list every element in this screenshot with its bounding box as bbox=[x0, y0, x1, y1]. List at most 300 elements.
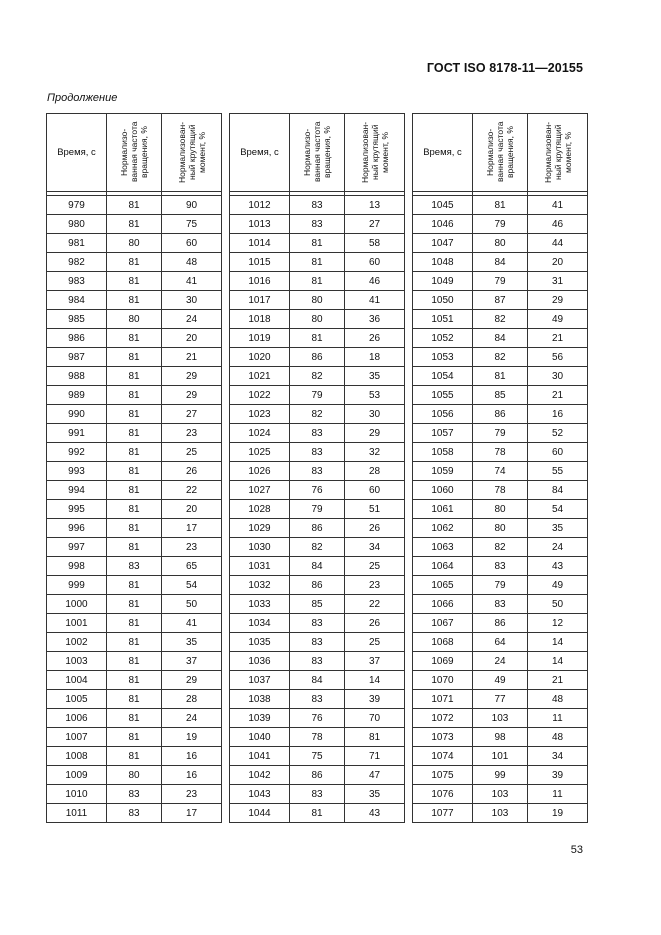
cell-speed: 76 bbox=[290, 709, 345, 728]
table-row bbox=[47, 633, 222, 652]
cell-torque: 55 bbox=[528, 462, 588, 481]
cell-torque: 37 bbox=[345, 652, 405, 671]
header-torque bbox=[528, 114, 588, 192]
cell-speed: 84 bbox=[290, 671, 345, 690]
cell-time: 992 bbox=[47, 443, 107, 462]
table-row bbox=[47, 443, 222, 462]
table-row bbox=[230, 367, 405, 386]
table-row bbox=[47, 519, 222, 538]
table-row bbox=[47, 557, 222, 576]
cell-speed: 80 bbox=[473, 234, 528, 253]
cell-torque: 43 bbox=[528, 557, 588, 576]
cell-time: 1053 bbox=[413, 348, 473, 367]
cell-time: 1070 bbox=[413, 671, 473, 690]
cell-time: 1074 bbox=[413, 747, 473, 766]
cell-speed: 81 bbox=[107, 367, 162, 386]
cell-time: 989 bbox=[47, 386, 107, 405]
cell-torque: 11 bbox=[528, 785, 588, 804]
cell-speed: 81 bbox=[107, 348, 162, 367]
cell-time: 1065 bbox=[413, 576, 473, 595]
cell-speed: 101 bbox=[473, 747, 528, 766]
table-row bbox=[230, 671, 405, 690]
cell-time: 1002 bbox=[47, 633, 107, 652]
cell-torque: 48 bbox=[528, 690, 588, 709]
cell-torque: 20 bbox=[162, 500, 222, 519]
cell-time: 1032 bbox=[230, 576, 290, 595]
table-row bbox=[47, 462, 222, 481]
cell-torque: 32 bbox=[345, 443, 405, 462]
cell-torque: 28 bbox=[162, 690, 222, 709]
cell-time: 1076 bbox=[413, 785, 473, 804]
cell-torque: 34 bbox=[345, 538, 405, 557]
cell-time: 1016 bbox=[230, 272, 290, 291]
cell-speed: 84 bbox=[473, 329, 528, 348]
cell-time: 980 bbox=[47, 215, 107, 234]
table-row bbox=[413, 348, 588, 367]
cell-torque: 23 bbox=[162, 785, 222, 804]
cell-torque: 90 bbox=[162, 196, 222, 215]
table-row bbox=[413, 652, 588, 671]
cell-torque: 26 bbox=[162, 462, 222, 481]
cell-torque: 65 bbox=[162, 557, 222, 576]
cell-speed: 86 bbox=[473, 614, 528, 633]
cell-torque: 29 bbox=[162, 367, 222, 386]
table-row bbox=[413, 785, 588, 804]
cell-torque: 28 bbox=[345, 462, 405, 481]
cell-speed: 81 bbox=[107, 576, 162, 595]
cell-speed: 81 bbox=[107, 386, 162, 405]
table-row bbox=[413, 253, 588, 272]
table-row bbox=[47, 671, 222, 690]
cell-time: 983 bbox=[47, 272, 107, 291]
table-row bbox=[230, 690, 405, 709]
cell-torque: 27 bbox=[162, 405, 222, 424]
table-row bbox=[47, 709, 222, 728]
table-row bbox=[230, 538, 405, 557]
cell-torque: 75 bbox=[162, 215, 222, 234]
cell-time: 1056 bbox=[413, 405, 473, 424]
cell-torque: 36 bbox=[345, 310, 405, 329]
cell-time: 1034 bbox=[230, 614, 290, 633]
cell-speed: 83 bbox=[290, 652, 345, 671]
cell-speed: 81 bbox=[107, 291, 162, 310]
table-row bbox=[413, 443, 588, 462]
cell-time: 1063 bbox=[413, 538, 473, 557]
table-row bbox=[47, 291, 222, 310]
page-number: 53 bbox=[570, 844, 583, 856]
cell-time: 1057 bbox=[413, 424, 473, 443]
cell-torque: 20 bbox=[162, 329, 222, 348]
cell-speed: 81 bbox=[290, 804, 345, 823]
cell-speed: 81 bbox=[107, 253, 162, 272]
header-speed-text: Нормализо-ванная частота вращения, % bbox=[302, 121, 332, 182]
cell-torque: 29 bbox=[345, 424, 405, 443]
cell-speed: 84 bbox=[290, 557, 345, 576]
table-row bbox=[230, 633, 405, 652]
table-row bbox=[47, 310, 222, 329]
cell-torque: 46 bbox=[345, 272, 405, 291]
cell-speed: 99 bbox=[473, 766, 528, 785]
cell-speed: 103 bbox=[473, 804, 528, 823]
cell-torque: 37 bbox=[162, 652, 222, 671]
cell-speed: 24 bbox=[473, 652, 528, 671]
table-row bbox=[47, 747, 222, 766]
cell-speed: 81 bbox=[473, 367, 528, 386]
table-row bbox=[413, 557, 588, 576]
cell-time: 995 bbox=[47, 500, 107, 519]
cell-torque: 21 bbox=[528, 671, 588, 690]
cell-speed: 81 bbox=[107, 747, 162, 766]
table-row bbox=[47, 424, 222, 443]
cell-time: 1059 bbox=[413, 462, 473, 481]
cell-time: 998 bbox=[47, 557, 107, 576]
table-row bbox=[47, 766, 222, 785]
cell-torque: 27 bbox=[345, 215, 405, 234]
cell-torque: 46 bbox=[528, 215, 588, 234]
cell-time: 1029 bbox=[230, 519, 290, 538]
cell-time: 1067 bbox=[413, 614, 473, 633]
table-row bbox=[413, 196, 588, 215]
cell-speed: 80 bbox=[107, 234, 162, 253]
cell-torque: 18 bbox=[345, 348, 405, 367]
cell-speed: 76 bbox=[290, 481, 345, 500]
table-row bbox=[413, 367, 588, 386]
cell-torque: 16 bbox=[162, 747, 222, 766]
cell-speed: 79 bbox=[473, 215, 528, 234]
cell-torque: 25 bbox=[345, 633, 405, 652]
table-row bbox=[47, 367, 222, 386]
cell-speed: 83 bbox=[290, 690, 345, 709]
cell-speed: 83 bbox=[290, 785, 345, 804]
table-row bbox=[413, 424, 588, 443]
cell-speed: 82 bbox=[290, 405, 345, 424]
cell-time: 993 bbox=[47, 462, 107, 481]
table-row bbox=[230, 348, 405, 367]
cell-speed: 79 bbox=[473, 272, 528, 291]
cell-time: 1000 bbox=[47, 595, 107, 614]
cell-time: 1052 bbox=[413, 329, 473, 348]
cell-time: 1050 bbox=[413, 291, 473, 310]
cell-time: 988 bbox=[47, 367, 107, 386]
cell-time: 1017 bbox=[230, 291, 290, 310]
cell-speed: 82 bbox=[290, 538, 345, 557]
table-row bbox=[47, 652, 222, 671]
cell-speed: 83 bbox=[290, 633, 345, 652]
cell-speed: 81 bbox=[107, 329, 162, 348]
continuation-label: Продолжение bbox=[47, 92, 118, 104]
cell-time: 1069 bbox=[413, 652, 473, 671]
cell-speed: 77 bbox=[473, 690, 528, 709]
cell-speed: 82 bbox=[473, 538, 528, 557]
cell-torque: 41 bbox=[162, 272, 222, 291]
cell-time: 1060 bbox=[413, 481, 473, 500]
table-row bbox=[230, 519, 405, 538]
header-speed-text: Нормализо-ванная частота вращения, % bbox=[119, 121, 149, 182]
cell-torque: 29 bbox=[162, 386, 222, 405]
cell-torque: 24 bbox=[162, 310, 222, 329]
cell-time: 1036 bbox=[230, 652, 290, 671]
cell-time: 1047 bbox=[413, 234, 473, 253]
table-row bbox=[47, 386, 222, 405]
cell-torque: 39 bbox=[528, 766, 588, 785]
cell-torque: 49 bbox=[528, 310, 588, 329]
cell-speed: 79 bbox=[473, 576, 528, 595]
cell-torque: 30 bbox=[345, 405, 405, 424]
header-time: Время, с bbox=[230, 114, 290, 192]
table-row bbox=[413, 234, 588, 253]
cell-time: 991 bbox=[47, 424, 107, 443]
cell-torque: 24 bbox=[162, 709, 222, 728]
cell-time: 979 bbox=[47, 196, 107, 215]
cell-torque: 16 bbox=[162, 766, 222, 785]
cell-time: 1066 bbox=[413, 595, 473, 614]
cell-torque: 29 bbox=[162, 671, 222, 690]
cell-torque: 54 bbox=[162, 576, 222, 595]
table-row bbox=[47, 196, 222, 215]
cell-time: 1051 bbox=[413, 310, 473, 329]
table-row bbox=[230, 462, 405, 481]
header-torque-text: Нормализован-ный крутящий момент, % bbox=[542, 120, 573, 183]
cell-speed: 86 bbox=[290, 766, 345, 785]
cell-torque: 35 bbox=[345, 785, 405, 804]
cell-torque: 60 bbox=[162, 234, 222, 253]
table-row bbox=[230, 709, 405, 728]
cell-speed: 81 bbox=[107, 538, 162, 557]
cell-speed: 81 bbox=[107, 633, 162, 652]
cell-time: 1019 bbox=[230, 329, 290, 348]
table-row bbox=[47, 329, 222, 348]
cell-torque: 56 bbox=[528, 348, 588, 367]
cell-torque: 35 bbox=[345, 367, 405, 386]
cell-torque: 47 bbox=[345, 766, 405, 785]
cell-torque: 23 bbox=[345, 576, 405, 595]
cell-speed: 75 bbox=[290, 747, 345, 766]
table-row bbox=[413, 329, 588, 348]
cell-time: 1014 bbox=[230, 234, 290, 253]
header-torque bbox=[345, 114, 405, 192]
cell-torque: 19 bbox=[528, 804, 588, 823]
cell-torque: 41 bbox=[345, 291, 405, 310]
cell-speed: 86 bbox=[290, 348, 345, 367]
cell-speed: 81 bbox=[107, 709, 162, 728]
cell-speed: 86 bbox=[290, 576, 345, 595]
table-row bbox=[230, 576, 405, 595]
cell-time: 1015 bbox=[230, 253, 290, 272]
cell-speed: 87 bbox=[473, 291, 528, 310]
table-row bbox=[230, 234, 405, 253]
table-row bbox=[413, 500, 588, 519]
cell-time: 1023 bbox=[230, 405, 290, 424]
cell-time: 1042 bbox=[230, 766, 290, 785]
cell-speed: 81 bbox=[107, 614, 162, 633]
cell-speed: 80 bbox=[290, 291, 345, 310]
table-row bbox=[230, 614, 405, 633]
document-header: ГОСТ ISO 8178-11—20155 bbox=[426, 61, 583, 75]
table-row bbox=[413, 595, 588, 614]
table-row bbox=[230, 272, 405, 291]
cell-torque: 20 bbox=[528, 253, 588, 272]
table-row bbox=[413, 462, 588, 481]
cell-speed: 78 bbox=[473, 481, 528, 500]
cell-torque: 11 bbox=[528, 709, 588, 728]
cell-speed: 81 bbox=[107, 272, 162, 291]
cell-torque: 31 bbox=[528, 272, 588, 291]
cell-torque: 19 bbox=[162, 728, 222, 747]
cell-speed: 81 bbox=[107, 500, 162, 519]
cell-torque: 41 bbox=[528, 196, 588, 215]
cell-time: 1013 bbox=[230, 215, 290, 234]
cell-time: 1054 bbox=[413, 367, 473, 386]
cell-speed: 82 bbox=[473, 348, 528, 367]
data-table-2 bbox=[229, 113, 405, 823]
cell-torque: 23 bbox=[162, 424, 222, 443]
cell-torque: 30 bbox=[162, 291, 222, 310]
cell-torque: 60 bbox=[345, 481, 405, 500]
cell-time: 1024 bbox=[230, 424, 290, 443]
cell-speed: 103 bbox=[473, 785, 528, 804]
cell-time: 1011 bbox=[47, 804, 107, 823]
cell-torque: 12 bbox=[528, 614, 588, 633]
cell-speed: 83 bbox=[290, 443, 345, 462]
table-row bbox=[230, 652, 405, 671]
header-speed bbox=[290, 114, 345, 192]
cell-speed: 81 bbox=[107, 652, 162, 671]
cell-time: 987 bbox=[47, 348, 107, 367]
table-row bbox=[230, 215, 405, 234]
cell-torque: 81 bbox=[345, 728, 405, 747]
cell-torque: 13 bbox=[345, 196, 405, 215]
table-row bbox=[47, 405, 222, 424]
cell-speed: 83 bbox=[473, 595, 528, 614]
header-speed bbox=[473, 114, 528, 192]
cell-speed: 83 bbox=[290, 614, 345, 633]
cell-torque: 23 bbox=[162, 538, 222, 557]
cell-time: 1033 bbox=[230, 595, 290, 614]
header-torque-text: Нормализован-ный крутящий момент, % bbox=[176, 120, 207, 183]
table-row bbox=[413, 747, 588, 766]
cell-time: 1064 bbox=[413, 557, 473, 576]
header-torque-text: Нормализован-ный крутящий момент, % bbox=[359, 120, 390, 183]
cell-speed: 81 bbox=[107, 196, 162, 215]
table-row bbox=[413, 481, 588, 500]
cell-time: 1008 bbox=[47, 747, 107, 766]
cell-time: 1061 bbox=[413, 500, 473, 519]
cell-speed: 85 bbox=[473, 386, 528, 405]
cell-time: 1006 bbox=[47, 709, 107, 728]
cell-time: 1004 bbox=[47, 671, 107, 690]
table-row bbox=[230, 481, 405, 500]
cell-speed: 83 bbox=[290, 196, 345, 215]
cell-speed: 81 bbox=[107, 405, 162, 424]
cell-time: 1027 bbox=[230, 481, 290, 500]
cell-speed: 81 bbox=[107, 690, 162, 709]
cell-time: 1018 bbox=[230, 310, 290, 329]
cell-torque: 54 bbox=[528, 500, 588, 519]
cell-time: 1073 bbox=[413, 728, 473, 747]
cell-speed: 83 bbox=[473, 557, 528, 576]
table-row bbox=[47, 481, 222, 500]
cell-torque: 14 bbox=[528, 633, 588, 652]
table-row bbox=[230, 804, 405, 823]
cell-time: 1010 bbox=[47, 785, 107, 804]
cell-speed: 81 bbox=[290, 234, 345, 253]
cell-speed: 80 bbox=[107, 766, 162, 785]
table-header-row bbox=[47, 114, 222, 192]
cell-time: 994 bbox=[47, 481, 107, 500]
cell-speed: 78 bbox=[473, 443, 528, 462]
cell-speed: 81 bbox=[107, 424, 162, 443]
cell-speed: 86 bbox=[290, 519, 345, 538]
cell-torque: 52 bbox=[528, 424, 588, 443]
table-row bbox=[230, 500, 405, 519]
cell-time: 1043 bbox=[230, 785, 290, 804]
table-row bbox=[230, 747, 405, 766]
cell-torque: 14 bbox=[528, 652, 588, 671]
table-body bbox=[413, 192, 588, 823]
cell-speed: 84 bbox=[473, 253, 528, 272]
cell-speed: 80 bbox=[473, 519, 528, 538]
cell-speed: 103 bbox=[473, 709, 528, 728]
cell-torque: 24 bbox=[528, 538, 588, 557]
table-row bbox=[47, 576, 222, 595]
cell-time: 1028 bbox=[230, 500, 290, 519]
table-row bbox=[413, 386, 588, 405]
cell-time: 1012 bbox=[230, 196, 290, 215]
cell-time: 1021 bbox=[230, 367, 290, 386]
table-row bbox=[230, 728, 405, 747]
cell-time: 1071 bbox=[413, 690, 473, 709]
cell-torque: 84 bbox=[528, 481, 588, 500]
cell-torque: 60 bbox=[528, 443, 588, 462]
table-row bbox=[47, 272, 222, 291]
cell-speed: 86 bbox=[473, 405, 528, 424]
tables-container bbox=[46, 113, 588, 823]
cell-torque: 50 bbox=[162, 595, 222, 614]
cell-time: 997 bbox=[47, 538, 107, 557]
cell-speed: 82 bbox=[290, 367, 345, 386]
cell-torque: 48 bbox=[528, 728, 588, 747]
cell-time: 984 bbox=[47, 291, 107, 310]
table-row bbox=[413, 405, 588, 424]
cell-speed: 81 bbox=[107, 671, 162, 690]
cell-time: 1022 bbox=[230, 386, 290, 405]
cell-torque: 48 bbox=[162, 253, 222, 272]
cell-time: 1035 bbox=[230, 633, 290, 652]
table-row bbox=[413, 272, 588, 291]
table-row bbox=[47, 253, 222, 272]
table-row bbox=[47, 785, 222, 804]
cell-speed: 83 bbox=[290, 462, 345, 481]
table-row bbox=[47, 614, 222, 633]
cell-torque: 25 bbox=[162, 443, 222, 462]
cell-torque: 35 bbox=[162, 633, 222, 652]
cell-torque: 21 bbox=[528, 329, 588, 348]
table-row bbox=[47, 804, 222, 823]
cell-time: 1037 bbox=[230, 671, 290, 690]
cell-time: 1055 bbox=[413, 386, 473, 405]
table-row bbox=[413, 709, 588, 728]
cell-time: 1005 bbox=[47, 690, 107, 709]
cell-time: 1003 bbox=[47, 652, 107, 671]
header-time: Время, с bbox=[47, 114, 107, 192]
table-row bbox=[230, 557, 405, 576]
cell-speed: 82 bbox=[473, 310, 528, 329]
cell-speed: 81 bbox=[107, 481, 162, 500]
cell-time: 985 bbox=[47, 310, 107, 329]
table-row bbox=[47, 595, 222, 614]
table-row bbox=[230, 310, 405, 329]
table-row bbox=[413, 690, 588, 709]
